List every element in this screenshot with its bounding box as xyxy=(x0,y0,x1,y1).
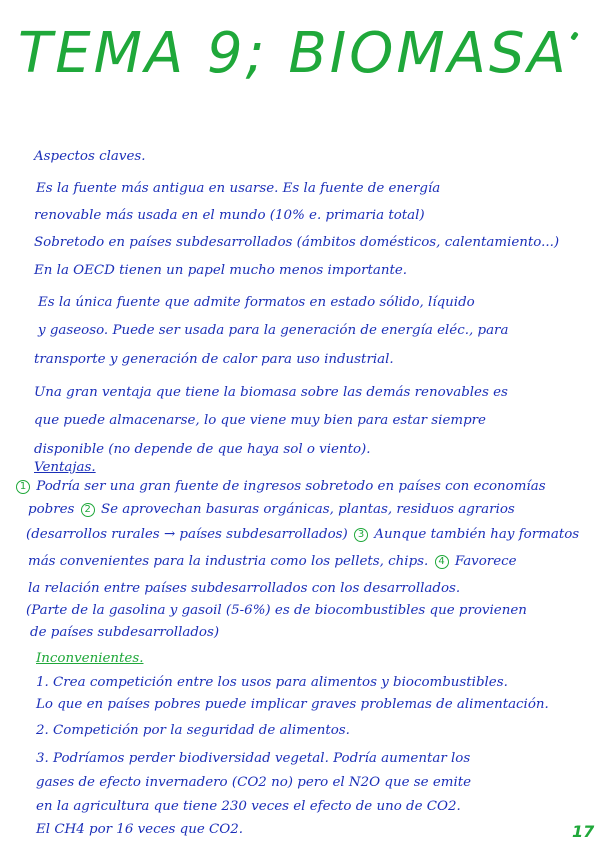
ventaja-line: la relación entre países subdesarrollados con los desarrollados. xyxy=(28,581,461,596)
number-marker: 4 xyxy=(435,555,449,569)
number-marker: 2 xyxy=(81,503,95,517)
intro-line: En la OECD tienen un papel mucho menos importante. xyxy=(34,263,408,278)
inconveniente-line: 2. Competición por la seguridad de alimentos. xyxy=(36,723,350,738)
intro-line: transporte y generación de calor para uso industrial. xyxy=(34,352,394,367)
intro-line: Sobretodo en países subdesarrollados (ámbitos domésticos, calentamiento...) xyxy=(34,235,560,250)
inconveniente-line: El CH4 por 16 veces que CO2. xyxy=(36,822,244,837)
page-title: TEMA 9; BIOMASA xyxy=(18,21,569,86)
ventaja-text: más convenientes para la industria como los pellets, chips. xyxy=(28,554,429,569)
intro-line: y gaseoso. Puede ser usada para la generación de energía eléc., para xyxy=(38,323,509,338)
intro-line: Una gran ventaja que tiene la biomasa sobre las demás renovables es xyxy=(34,385,508,400)
ventaja-line: (Parte de la gasolina y gasoil (5-6%) es de biocombustibles que provienen xyxy=(26,603,527,618)
inconvenientes-heading: Inconvenientes. xyxy=(36,651,144,666)
inconveniente-line: 3. Podríamos perder biodiversidad vegetal. Podría aumentar los xyxy=(36,751,471,766)
intro-line: que puede almacenarse, lo que viene muy bien para estar siempre xyxy=(34,413,486,428)
inconveniente-line: 1. Crea competición entre los usos para alimentos y biocombustibles. xyxy=(36,675,508,690)
page-number: 17 xyxy=(572,822,595,841)
ventajas-heading: Ventajas. xyxy=(34,460,96,475)
inconveniente-line: gases de efecto invernadero (CO2 no) pero el N2O que se emite xyxy=(36,775,472,790)
intro-line: Es la fuente más antigua en usarse. Es la fuente de energía xyxy=(36,181,441,196)
ventaja-text: Podría ser una gran fuente de ingresos sobretodo en países con economías xyxy=(36,479,546,494)
number-marker: 3 xyxy=(354,528,368,542)
intro-line: disponible (no depende de que haya sol o viento). xyxy=(34,442,371,457)
ventaja-text: Favorece xyxy=(454,554,517,569)
number-marker: 1 xyxy=(16,480,30,494)
intro-line: Es la única fuente que admite formatos en estado sólido, líquido xyxy=(38,295,475,310)
ventaja-line xyxy=(28,555,517,569)
inconveniente-line: Lo que en países pobres puede implicar graves problemas de alimentación. xyxy=(36,697,549,712)
intro-heading: Aspectos claves. xyxy=(34,149,146,164)
ventaja-line xyxy=(28,503,515,517)
ventaja-text: (desarrollos rurales → países subdesarrollados) xyxy=(26,527,348,542)
ventaja-line xyxy=(26,528,579,542)
ventaja-line xyxy=(14,480,546,494)
ventaja-line: de países subdesarrollados) xyxy=(30,625,220,640)
intro-line: renovable más usada en el mundo (10% e. primaria total) xyxy=(34,208,425,223)
ventaja-text: Se aprovechan basuras orgánicas, plantas, residuos agrarios xyxy=(100,502,515,517)
inconveniente-line: en la agricultura que tiene 230 veces el efecto de uno de CO2. xyxy=(36,799,461,814)
ventaja-text: pobres xyxy=(28,502,75,517)
ventaja-text: Aunque también hay formatos xyxy=(374,527,580,542)
